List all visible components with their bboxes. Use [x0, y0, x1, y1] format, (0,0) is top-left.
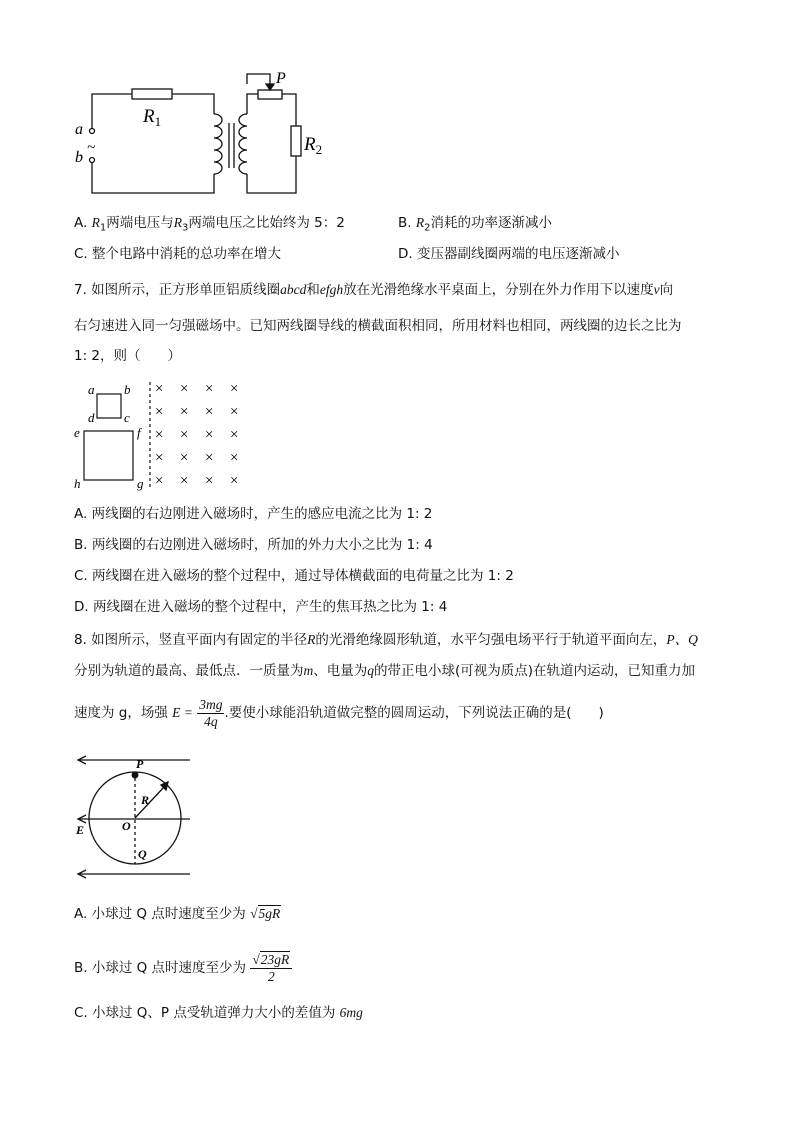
- field-cross: ×: [229, 473, 240, 489]
- q7-stem-line1: 7. 如图所示，正方形单匝铝质线圈abcd和efgh放在光滑绝缘水平桌面上，分别在外力作用下以速度v向: [74, 282, 674, 298]
- q7-option-d: D. 两线圈在进入磁场的整个过程中，产生的焦耳热之比为 1: 4: [74, 599, 448, 615]
- q8-option-a: A. 小球过 Q 点时速度至少为 √5gR: [74, 906, 281, 922]
- q7-stem-line2: 右匀速进入同一匀强磁场中。已知两线圈导线的横截面积相同，所用材料也相同，两线圈的边长之比为: [74, 318, 682, 334]
- q6-option-b: B. $R_2$消耗的功率逐渐减小: [398, 215, 552, 234]
- label-f: f: [137, 425, 141, 440]
- terminal-a-dot: [90, 129, 95, 134]
- field-cross: ×: [179, 381, 190, 397]
- sliding-rheostat: [258, 90, 282, 99]
- q8-stem-line2: 分别为轨道的最高、最低点．一质量为m、电量为q的带正电小球(可视为质点)在轨道内运动，已知重力加: [74, 663, 696, 679]
- q7-stem-line3: 1: 2，则（ ）: [74, 348, 182, 364]
- terminal-a-label: a: [75, 121, 83, 138]
- label-P: P: [136, 757, 144, 771]
- q7-coils-field-diagram: [0, 370, 794, 510]
- transformer-circuit-diagram: [0, 0, 794, 200]
- q6-option-d: D. 变压器副线圈两端的电压逐渐减小: [398, 246, 620, 262]
- secondary-right-bottom-wire: [247, 156, 296, 193]
- q7-option-c: C. 两线圈在进入磁场的整个过程中，通过导体横截面的电荷量之比为 1: 2: [74, 568, 514, 584]
- field-cross: ×: [179, 427, 190, 443]
- terminal-b-label: b: [75, 149, 83, 166]
- field-cross: ×: [179, 473, 190, 489]
- label-c: c: [124, 410, 130, 425]
- label-h: h: [74, 476, 81, 491]
- primary-bottom-wire: [92, 162, 214, 193]
- secondary-top-wire: [247, 94, 258, 114]
- q8-option-c: C. 小球过 Q、P 点受轨道弹力大小的差值为 6mg: [74, 1005, 363, 1021]
- field-cross: ×: [204, 404, 215, 420]
- field-cross: ×: [229, 450, 240, 466]
- r1-resistor: [132, 89, 172, 99]
- field-cross: ×: [204, 427, 215, 443]
- r1-label: $R_1$: [143, 106, 162, 129]
- speed-fraction: $\frac{√23gR}{2}$: [250, 951, 292, 985]
- q7-option-a: A. 两线圈的右边刚进入磁场时，产生的感应电流之比为 1: 2: [74, 506, 433, 522]
- field-cross: ×: [229, 427, 240, 443]
- field-cross: ×: [229, 404, 240, 420]
- terminal-b-dot: [90, 158, 95, 163]
- label-a: a: [88, 382, 95, 397]
- magnetic-field-crosses: [154, 381, 239, 489]
- field-cross: ×: [179, 404, 190, 420]
- small-ball: [132, 772, 138, 778]
- q8-stem-line1: 8. 如图所示，竖直平面内有固定的半径R的光滑绝缘圆形轨道，水平匀强电场平行于轨道平面向左，P、Q: [74, 632, 698, 648]
- q6-option-c: C. 整个电路中消耗的总功率在增大: [74, 246, 282, 262]
- primary-coil: [214, 114, 222, 174]
- field-strength-fraction: $\frac{3mg}{4q}$: [199, 696, 223, 729]
- field-cross: ×: [204, 450, 215, 466]
- r2-label: $R_2$: [304, 134, 323, 157]
- field-cross: ×: [154, 404, 165, 420]
- label-O: O: [122, 819, 131, 833]
- radius-arrow: [135, 786, 165, 818]
- field-cross: ×: [179, 450, 190, 466]
- primary-right-top-wire: [172, 94, 214, 114]
- field-cross: ×: [204, 381, 215, 397]
- slider-arrowhead: [266, 84, 274, 90]
- r2-resistor: [291, 126, 301, 156]
- slider-label: P: [276, 70, 286, 87]
- q8-circular-track-diagram: [0, 750, 794, 890]
- label-R: R: [141, 793, 150, 807]
- label-g: g: [137, 476, 144, 491]
- field-cross: ×: [204, 473, 215, 489]
- label-d: d: [88, 410, 95, 425]
- primary-top-wire: [92, 94, 132, 129]
- field-cross: ×: [154, 381, 165, 397]
- q8-option-b: B. 小球过 Q 点时速度至少为 $\frac{√23gR}{2}$: [74, 948, 292, 988]
- field-cross: ×: [154, 473, 165, 489]
- label-e: e: [74, 425, 80, 440]
- secondary-coil: [239, 114, 247, 174]
- q7-option-b: B. 两线圈的右边刚进入磁场时，所加的外力大小之比为 1: 4: [74, 537, 433, 553]
- ac-symbol: ~: [87, 140, 96, 156]
- q6-option-a: A. $R_1$两端电压与$R_3$两端电压之比始终为 5：2: [74, 215, 345, 234]
- label-b: b: [124, 382, 131, 397]
- label-Q: Q: [138, 847, 147, 861]
- field-cross: ×: [229, 381, 240, 397]
- label-E: E: [76, 823, 85, 837]
- coil-efgh: [84, 431, 133, 480]
- field-cross: ×: [154, 450, 165, 466]
- secondary-right-wire: [282, 94, 296, 126]
- q8-stem-line3: 速度为 g，场强 E = $\frac{3mg}{4q}$ .要使小球能沿轨道做完整的圆周运动，下列说法正确的是( ): [74, 696, 604, 729]
- field-cross: ×: [154, 427, 165, 443]
- coil-abcd: [97, 394, 121, 418]
